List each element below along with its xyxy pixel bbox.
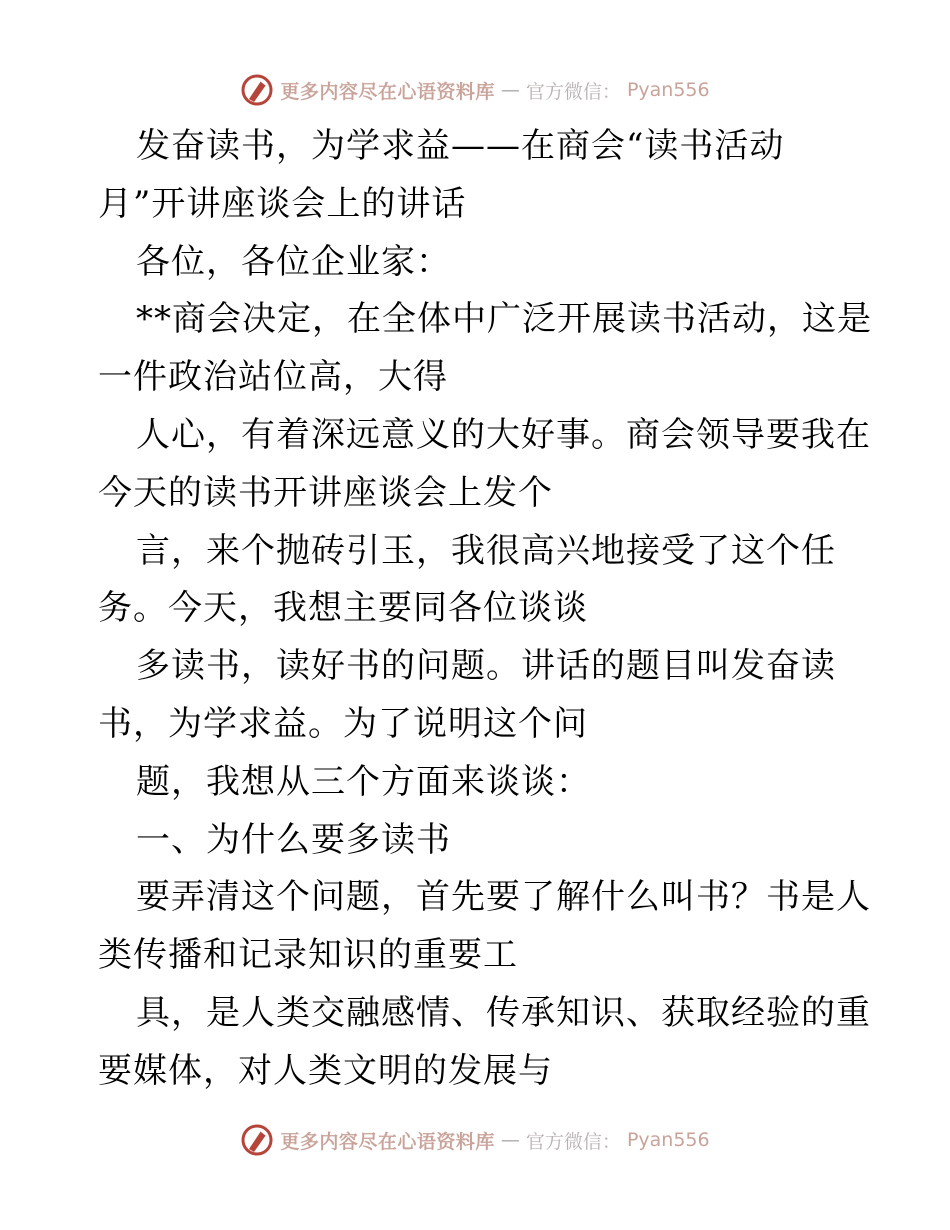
header-separator: — (500, 79, 520, 101)
paragraph-line: 要弄清这个问题，首先要了解什么叫书？书是人 (136, 877, 871, 918)
header-wechat-label: 官方微信： (525, 80, 621, 103)
footer-wechat-id: Pyan556 (626, 1129, 710, 1151)
pen-logo-icon (240, 1123, 274, 1157)
salutation: 各位，各位企业家： (136, 241, 451, 282)
paragraph-line: **商会决定，在全体中广泛开展读书活动，这是 (136, 299, 872, 340)
paragraph-line: 言，来个抛砖引玉，我很高兴地接受了这个任 (136, 530, 836, 571)
footer-wechat-label: 官方微信： (525, 1130, 621, 1153)
title-line-1: 发奋读书，为学求益——在商会“读书活动 (136, 126, 785, 166)
paragraph-line: 类传播和记录知识的重要工 (98, 935, 518, 976)
footer-slogan: 更多内容尽在心语资料库 (280, 1130, 495, 1153)
paragraph-line: 题，我想从三个方面来谈谈： (136, 761, 591, 802)
pen-logo-icon (240, 73, 274, 107)
paragraph-line: 人心，有着深远意义的大好事。商会领导要我在 (136, 414, 871, 455)
paragraph-line: 一件政治站位高，大得 (98, 357, 448, 398)
title-line-2: 月”开讲座谈会上的讲话 (98, 183, 467, 224)
paragraph-line: 要媒体，对人类文明的发展与 (98, 1050, 553, 1091)
paragraph-line: 具，是人类交融感情、传承知识、获取经验的重 (136, 992, 871, 1033)
section-heading: 一、为什么要多读书 (136, 819, 451, 860)
paragraph-line: 务。今天，我想主要同各位谈谈 (98, 588, 588, 629)
document-body (98, 118, 872, 1101)
header-banner (0, 70, 950, 110)
header-wechat-id: Pyan556 (626, 79, 710, 101)
footer-separator: — (500, 1129, 520, 1151)
footer-banner (0, 1120, 950, 1160)
paragraph-line: 今天的读书开讲座谈会上发个 (98, 472, 553, 513)
header-slogan: 更多内容尽在心语资料库 (280, 80, 495, 103)
paragraph-line: 书，为学求益。为了说明这个问 (98, 703, 588, 744)
paragraph-line: 多读书，读好书的问题。讲话的题目叫发奋读 (136, 646, 836, 687)
